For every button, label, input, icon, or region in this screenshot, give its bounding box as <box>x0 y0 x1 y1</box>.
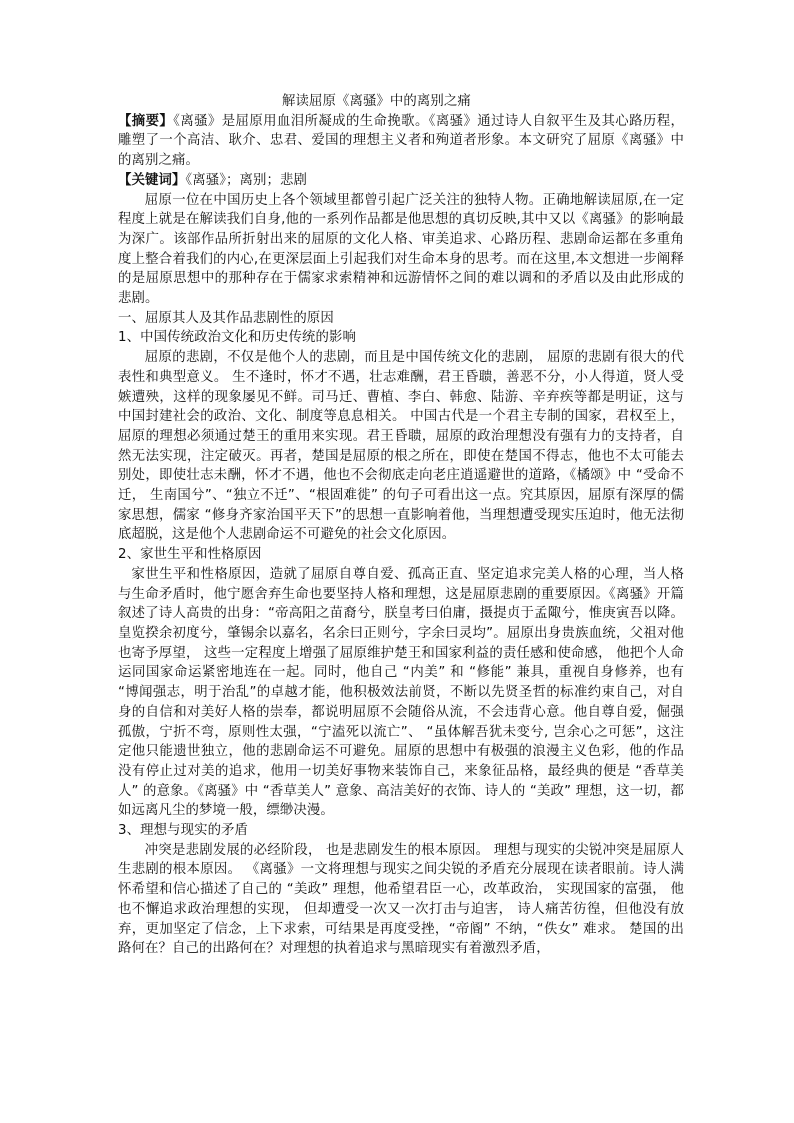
abstract-text: 《离骚》是屈原用血泪所凝成的生命挽歌。《离骚》通过诗人自叙平生及其心路历程，雕塑了一个高洁、耿介、忠君、爱国的理想主义者和殉道者形象。本文研究了屈原《离骚》中的离别之痛。 <box>118 113 684 169</box>
title-text: 解读屈原《离骚》中的离别之痛 <box>282 94 471 109</box>
subsection3-paragraph: 冲突是悲剧发展的必经阶段， 也是悲剧发生的根本原因。 理想与现实的尖锐冲突是屈原人生悲剧的根本原因。 《离骚》一文将理想与现实之间尖锐的矛盾充分展现在读者眼前。诗人满怀希望和信心描述了自己的 “美政” 理想，他希望君臣一心，改革政治， 实现国家的富强， 他也不懈追求政治理想的实现， 但却遭受一次又一次打击与迫害， 诗人痛苦彷徨，但他没有放弃，更加坚定了信念，上下求索，可结果是再度受挫，“帝阍” 不纳，“佚女” 难求。 楚国的出路何在？自己的出路何在？对理想的执着追求与黑暗现实有着激烈矛盾， <box>118 842 684 957</box>
document-title <box>118 92 684 112</box>
document-page <box>118 92 684 959</box>
subsection2-heading: 2、家世生平和性格原因 <box>118 547 262 563</box>
keywords <box>118 171 684 191</box>
subsection1-heading: 1、中国传统政治文化和历史传统的影响 <box>118 330 356 346</box>
abstract-label: 【摘要】 <box>118 113 174 129</box>
keywords-label: 【关键词】 <box>118 172 186 188</box>
abstract <box>118 112 684 171</box>
subsection3-heading: 3、理想与现实的矛盾 <box>118 823 249 839</box>
keywords-text: 《离骚》；离别；悲剧 <box>185 172 307 188</box>
intro-paragraph: 屈原一位在中国历史上各个领域里都曾引起广泛关注的独特人物。正确地解读屈原,在一定程度上就是在解读我们自身,他的一系列作品都是他思想的真切反映,其中又以《离骚》的影响最为深广。该部作品所折射出来的屈原的文化人格、审美追求、心路历程、悲剧命运都在多重角度上整合着我们的内心,在更深层面上引起我们对生命本身的思考。而在这里,本文想进一步阐释的是屈原思想中的那种存在于儒家求索精神和远游情怀之间的难以调和的矛盾以及由此形成的悲剧。 <box>118 192 684 307</box>
subsection2-paragraph: 家世生平和性格原因，造就了屈原自尊自爱、孤高正直、坚定追求完美人格的心理，当人格与生命矛盾时，他宁愿舍弃生命也要坚持人格和理想，这是屈原悲剧的重要原因。《离骚》开篇叙述了诗人高贵的出身：“帝高阳之苗裔兮，朕皇考曰伯庸，摄提贞于孟陬兮，惟庚寅吾以降。 皇览揆余初度兮，肇锡余以嘉名，名余曰正则兮，字余曰灵均”。屈原出身贵族血统，父祖对他也寄予厚望， 这些一定程度上增强了屈原维护楚王和国家利益的责任感和使命感， 他把个人命运同国家命运紧密地连在一起。同时，他自己 “内美” 和 “修能” 兼具，重视自身修养，也有 “博闻强志，明于治乱”的卓越才能，他积极效法前贤，不断以先贤圣哲的标准约束自己，对自身的自信和对美好人格的崇奉，都说明屈原不会随俗从流，不会违背心意。他自尊自爱，倔强孤傲，宁折不弯，原则性太强，“宁溘死以流亡”、 “虽体解吾犹未变兮, 岂余心之可惩”，这注定他只能遗世独立，他的悲剧命运不可避免。屈原的思想中有极强的浪漫主义色彩，他的作品没有停止过对美的追求，他用一切美好事物来装饰自己，来象征品格，最经典的便是 “香草美人” 的意象。《离骚》中 “香草美人” 意象、高洁美好的衣饰、诗人的 “美政” 理想，这一切，都如远离凡尘的梦境一般，缥缈决漫。 <box>118 566 684 819</box>
section1-heading: 一、屈原其人及其作品悲剧性的原因 <box>118 310 334 326</box>
subsection1-paragraph: 屈原的悲剧，不仅是他个人的悲剧，而且是中国传统文化的悲剧， 屈原的悲剧有很大的代表性和典型意义。 生不逢时，怀才不遇，壮志难酬，君王昏聩，善恶不分，小人得道，贤人受嫉遭殃，这样的现象屡见不鲜。司马迁、曹植、李白、韩愈、陆游、辛弃疾等都是明证，这与中国封建社会的政治、文化、制度等息息相关。 中国古代是一个君主专制的国家，君权至上，屈原的理想必须通过楚王的重用来实现。君王昏聩，屈原的政治理想没有强有力的支持者，自然无法实现，注定破灭。再者，楚国是屈原的根之所在，即使在楚国不得志，他也不太可能去别处，即使壮志未酬，怀才不遇，他也不会彻底走向老庄逍遥避世的道路，《橘颂》中 “受命不迁， 生南国兮”、“独立不迁”、“根固难徙” 的句子可看出这一点。究其原因，屈原有深厚的儒家思想，儒家 “修身齐家治国平天下”的思想一直影响着他，当理想遭受现实压迫时，他无法彻底超脱，这是他个人悲剧命运不可避免的社会文化原因。 <box>118 350 684 543</box>
